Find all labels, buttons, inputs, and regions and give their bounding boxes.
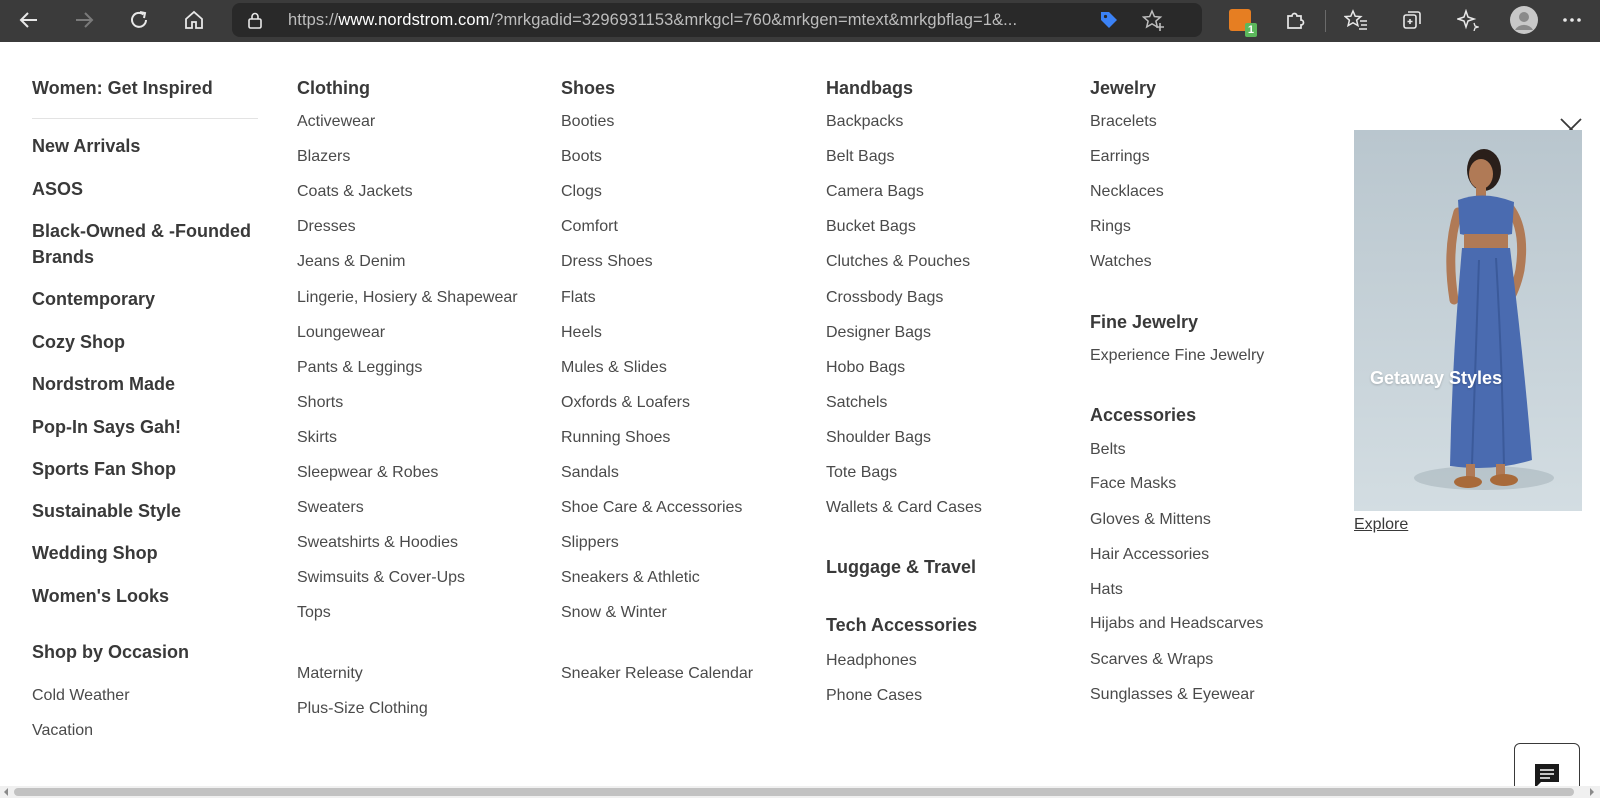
explore-link[interactable]: Explore [1354, 516, 1409, 533]
clothing-link[interactable]: Shorts [297, 394, 344, 411]
clothing-link[interactable]: Plus-Size Clothing [297, 700, 428, 717]
jewelry-link[interactable]: Necklaces [1090, 183, 1164, 200]
url-text [288, 11, 1017, 30]
promo-image[interactable] [1354, 130, 1582, 511]
favorites-button[interactable] [1336, 2, 1376, 38]
clothing-link[interactable]: Coats & Jackets [297, 183, 413, 200]
shoes-heading[interactable]: Shoes [561, 78, 616, 98]
extensions-button[interactable] [1275, 2, 1315, 38]
occasion-link[interactable]: Vacation [32, 722, 94, 739]
clothing-link[interactable]: Jeans & Denim [297, 253, 406, 270]
clothing-link[interactable]: Sweaters [297, 499, 364, 516]
more-menu-button[interactable] [1552, 2, 1592, 38]
accessories-link[interactable]: Scarves & Wraps [1090, 651, 1214, 668]
inspired-link[interactable]: Women's Looks [32, 586, 169, 606]
accessories-link[interactable]: Hair Accessories [1090, 546, 1210, 563]
shoes-link[interactable]: Flats [561, 289, 596, 306]
jewelry-link[interactable]: Watches [1090, 253, 1152, 270]
inspired-link[interactable]: Nordstrom Made [32, 374, 176, 394]
jewelry-link[interactable]: Bracelets [1090, 113, 1157, 130]
heading-divider [32, 118, 258, 119]
inspired-link[interactable]: ASOS [32, 179, 84, 199]
shoes-link[interactable]: Booties [561, 113, 615, 130]
extension-icon [1229, 9, 1254, 36]
tech-link[interactable]: Headphones [826, 652, 917, 669]
occasion-link[interactable]: Cold Weather [32, 687, 130, 704]
toolbar-separator [1325, 10, 1326, 32]
luggage-heading[interactable]: Luggage & Travel [826, 557, 977, 577]
address-bar[interactable] [232, 3, 1202, 37]
handbags-heading[interactable]: Handbags [826, 78, 914, 98]
handbags-link[interactable]: Hobo Bags [826, 359, 906, 376]
occasion-heading[interactable]: Shop by Occasion [32, 642, 190, 662]
fine-jewelry-heading[interactable]: Fine Jewelry [1090, 312, 1199, 332]
copilot-button[interactable] [1448, 2, 1488, 38]
mega-menu [0, 42, 1600, 784]
accessories-heading[interactable]: Accessories [1090, 405, 1197, 425]
accessories-link[interactable]: Face Masks [1090, 475, 1177, 492]
clothing-link[interactable]: Loungewear [297, 324, 386, 341]
url-prefix: https:// [288, 11, 339, 29]
clothing-link[interactable]: Activewear [297, 113, 376, 130]
inspired-heading[interactable]: Women: Get Inspired [32, 78, 213, 98]
back-button[interactable] [9, 2, 49, 38]
inspired-link[interactable]: Cozy Shop [32, 332, 125, 352]
inspired-link[interactable]: Contemporary [32, 289, 156, 309]
handbags-link[interactable]: Satchels [826, 394, 888, 411]
lock-icon [246, 11, 264, 29]
inspired-link[interactable]: Black-Owned & -Founded Brands [32, 221, 252, 267]
more-dots-icon [1561, 9, 1583, 31]
arrow-left-icon [18, 9, 40, 31]
clothing-link[interactable]: Blazers [297, 148, 351, 165]
sparkle-icon [1457, 9, 1479, 31]
handbags-link[interactable]: Designer Bags [826, 324, 931, 341]
clothing-link[interactable]: Sweatshirts & Hoodies [297, 534, 458, 551]
shoes-link[interactable]: Sneakers & Athletic [561, 569, 700, 586]
accessories-link[interactable]: Belts [1090, 441, 1126, 458]
accessories-link[interactable]: Gloves & Mittens [1090, 511, 1211, 528]
jewelry-link[interactable]: Rings [1090, 218, 1131, 235]
inspired-link[interactable]: Sports Fan Shop [32, 459, 176, 479]
add-favorite-icon[interactable] [1142, 9, 1166, 31]
collections-button[interactable] [1392, 2, 1432, 38]
fine-jewelry-link[interactable]: Experience Fine Jewelry [1090, 347, 1265, 364]
shoes-link[interactable]: Shoe Care & Accessories [561, 499, 743, 516]
handbags-link[interactable]: Shoulder Bags [826, 429, 931, 446]
clothing-link[interactable]: Dresses [297, 218, 356, 235]
inspired-link[interactable]: New Arrivals [32, 136, 141, 156]
extension-button[interactable] [1220, 2, 1260, 38]
handbags-link[interactable]: Wallets & Card Cases [826, 499, 982, 516]
shoes-link[interactable]: Mules & Slides [561, 359, 667, 376]
arrow-right-icon [73, 9, 95, 31]
handbags-link[interactable]: Bucket Bags [826, 218, 916, 235]
accessories-link[interactable]: Hijabs and Headscarves [1090, 615, 1264, 632]
handbags-link[interactable]: Belt Bags [826, 148, 895, 165]
clothing-link[interactable]: Tops [297, 604, 331, 621]
horizontal-scrollbar[interactable] [0, 786, 1600, 798]
forward-button[interactable] [64, 2, 104, 38]
shoes-link[interactable]: Dress Shoes [561, 253, 653, 270]
inspired-link[interactable]: Sustainable Style [32, 501, 182, 521]
puzzle-icon [1284, 9, 1306, 31]
jewelry-heading[interactable]: Jewelry [1090, 78, 1157, 98]
clothing-link[interactable]: Skirts [297, 429, 337, 446]
tech-link[interactable]: Phone Cases [826, 687, 923, 704]
shoes-link[interactable]: Running Shoes [561, 429, 671, 446]
shoes-link[interactable]: Boots [561, 148, 602, 165]
home-icon [183, 9, 205, 31]
refresh-icon [128, 9, 150, 31]
favorites-icon [1344, 9, 1368, 31]
inspired-link[interactable]: Pop-In Says Gah! [32, 417, 182, 437]
shoes-link[interactable]: Sneaker Release Calendar [561, 665, 754, 682]
price-tag-icon[interactable] [1098, 9, 1120, 31]
extension-badge: 1 [1245, 23, 1257, 37]
clothing-link[interactable]: Maternity [297, 665, 363, 682]
browser-toolbar [0, 0, 1600, 42]
tech-heading[interactable]: Tech Accessories [826, 615, 978, 635]
avatar-icon [1509, 5, 1539, 35]
profile-button[interactable] [1504, 2, 1544, 38]
url-domain: www.nordstrom.com [338, 11, 490, 29]
clothing-link[interactable]: Lingerie, Hosiery & Shapewear [297, 289, 518, 306]
accessories-link[interactable]: Hats [1090, 581, 1123, 598]
clothing-heading[interactable]: Clothing [297, 78, 370, 98]
shoes-link[interactable]: Snow & Winter [561, 604, 667, 621]
scroll-right-icon[interactable] [1588, 788, 1596, 796]
handbags-link[interactable]: Backpacks [826, 113, 904, 130]
shoes-link[interactable]: Slippers [561, 534, 619, 551]
promo-caption: Getaway Styles [1370, 368, 1503, 388]
shoes-link[interactable]: Sandals [561, 464, 619, 481]
scroll-left-icon[interactable] [2, 788, 10, 796]
inspired-link[interactable]: Wedding Shop [32, 543, 158, 563]
handbags-link[interactable]: Tote Bags [826, 464, 898, 481]
clothing-link[interactable]: Swimsuits & Cover-Ups [297, 569, 466, 586]
scrollbar-thumb[interactable] [14, 788, 1574, 796]
handbags-link[interactable]: Camera Bags [826, 183, 924, 200]
handbags-link[interactable]: Clutches & Pouches [826, 253, 971, 270]
refresh-button[interactable] [119, 2, 159, 38]
shoes-link[interactable]: Clogs [561, 183, 602, 200]
clothing-link[interactable]: Pants & Leggings [297, 359, 423, 376]
url-path: /?mrkgadid=3296931153&mrkgcl=760&mrkgen=mtext&mrkgbflag=1&... [489, 11, 1018, 29]
accessories-link[interactable]: Sunglasses & Eyewear [1090, 686, 1255, 703]
shoes-link[interactable]: Oxfords & Loafers [561, 394, 690, 411]
home-button[interactable] [174, 2, 214, 38]
handbags-link[interactable]: Crossbody Bags [826, 289, 944, 306]
jewelry-link[interactable]: Earrings [1090, 148, 1150, 165]
clothing-link[interactable]: Sleepwear & Robes [297, 464, 439, 481]
model-illustration [1354, 130, 1582, 511]
shoes-link[interactable]: Heels [561, 324, 602, 341]
collections-icon [1401, 9, 1423, 31]
shoes-link[interactable]: Comfort [561, 218, 618, 235]
